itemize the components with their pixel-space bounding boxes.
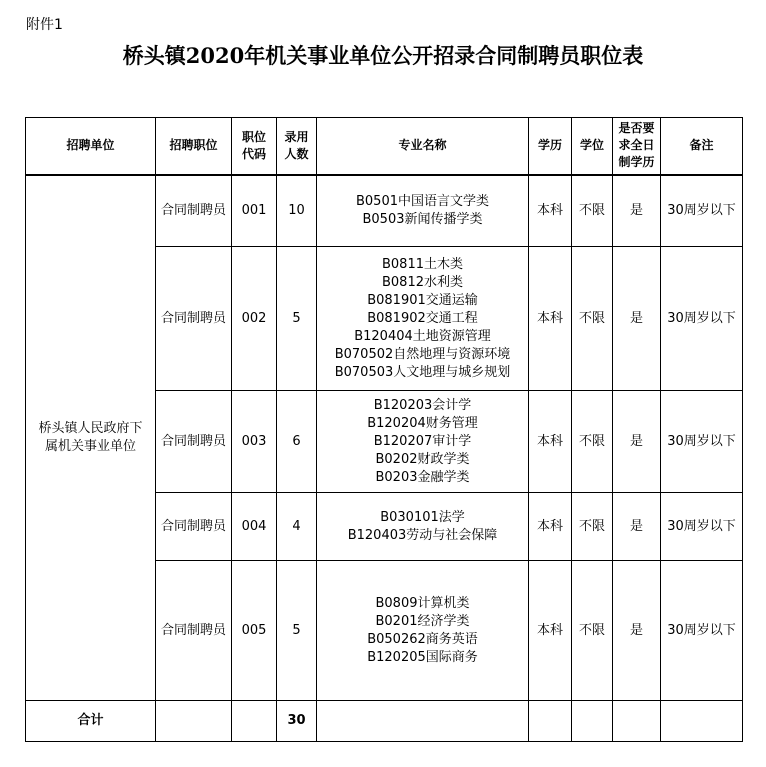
major-cell [317,175,529,247]
major-cell [317,247,529,391]
education-cell: 本科 [529,175,572,247]
header-major: 专业名称 [317,118,529,175]
education-cell: 本科 [529,247,572,391]
major-item: B070503人文地理与城乡规划 [334,364,511,380]
major-item: B050262商务英语 [367,631,478,647]
code-cell: 001 [232,175,277,247]
major-item: B081902交通工程 [367,310,478,326]
positions-table [25,117,743,742]
code-cell: 005 [232,561,277,701]
major-item: B0201经济学类 [375,613,470,629]
major-item: B0503新闻传播学类 [362,211,483,227]
major-item: B120204财务管理 [367,415,478,431]
total-label: 合计 [26,701,156,742]
header-degree: 学位 [572,118,613,175]
count-cell: 6 [277,391,317,493]
major-item: B0809计算机类 [375,595,470,611]
major-item: B120207审计学 [373,433,472,449]
attachment-label: 附件1 [26,17,63,33]
code-cell: 002 [232,247,277,391]
total-row [26,701,743,742]
count-cell: 10 [277,175,317,247]
education-cell: 本科 [529,391,572,493]
major-item: B120203会计学 [373,397,472,413]
header-row [26,118,743,175]
count-cell: 4 [277,493,317,561]
major-item: B081901交通运输 [367,292,478,308]
major-item: B120403劳动与社会保障 [347,527,498,543]
header-count: 录用人数 [277,118,317,175]
note-cell: 30周岁以下 [661,561,743,701]
fulltime-cell: 是 [613,391,661,493]
position-cell: 合同制聘员 [156,175,232,247]
major-cell [317,561,529,701]
major-item: B0812水利类 [381,274,463,290]
position-cell: 合同制聘员 [156,493,232,561]
page-title: 桥头镇2020年机关事业单位公开招录合同制聘员职位表 [122,43,644,68]
header-fulltime: 是否要求全日制学历 [613,118,661,175]
education-cell: 本科 [529,493,572,561]
count-cell: 5 [277,247,317,391]
major-cell [317,493,529,561]
degree-cell: 不限 [572,175,613,247]
total-count: 30 [277,701,317,742]
header-education: 学历 [529,118,572,175]
major-cell [317,391,529,493]
major-item: B120404土地资源管理 [354,328,491,344]
note-cell: 30周岁以下 [661,247,743,391]
header-code: 职位代码 [232,118,277,175]
major-item: B0202财政学类 [375,451,470,467]
table-row [26,175,743,247]
note-cell: 30周岁以下 [661,175,743,247]
major-item: B120205国际商务 [367,649,478,665]
major-item: B030101法学 [380,509,465,525]
fulltime-cell: 是 [613,561,661,701]
note-cell: 30周岁以下 [661,391,743,493]
position-cell: 合同制聘员 [156,247,232,391]
major-item: B0203金融学类 [375,469,470,485]
fulltime-cell: 是 [613,493,661,561]
unit-cell: 桥头镇人民政府下属机关事业单位 [26,175,156,701]
header-position: 招聘职位 [156,118,232,175]
degree-cell: 不限 [572,247,613,391]
major-item: B070502自然地理与资源环境 [334,346,511,362]
major-item: B0501中国语言文学类 [355,193,489,209]
position-cell: 合同制聘员 [156,391,232,493]
fulltime-cell: 是 [613,175,661,247]
position-cell: 合同制聘员 [156,561,232,701]
fulltime-cell: 是 [613,247,661,391]
header-note: 备注 [661,118,743,175]
education-cell: 本科 [529,561,572,701]
degree-cell: 不限 [572,561,613,701]
code-cell: 004 [232,493,277,561]
degree-cell: 不限 [572,493,613,561]
code-cell: 003 [232,391,277,493]
major-item: B0811土木类 [381,256,463,272]
note-cell: 30周岁以下 [661,493,743,561]
degree-cell: 不限 [572,391,613,493]
count-cell: 5 [277,561,317,701]
header-unit: 招聘单位 [26,118,156,175]
